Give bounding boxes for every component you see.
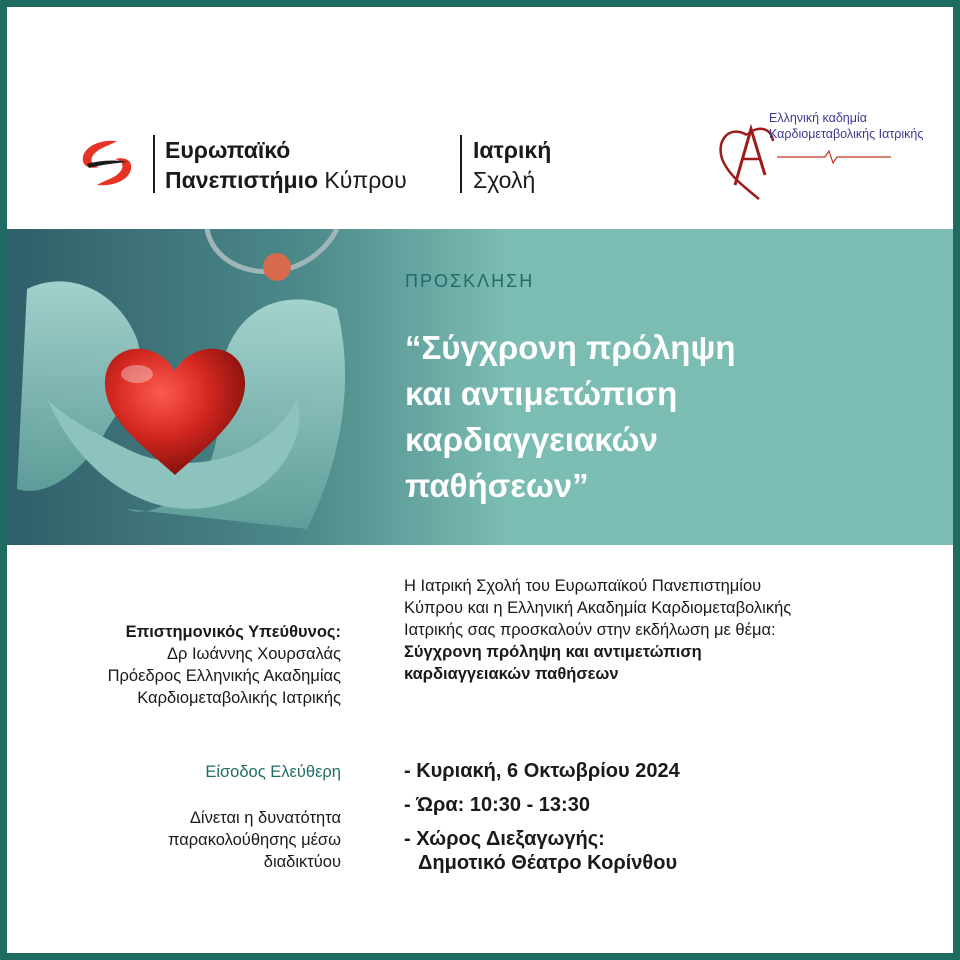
academy-name-line2: καδημία [822, 111, 867, 125]
event-time: - Ώρα: 10:30 - 13:30 [404, 794, 590, 816]
intro-paragraph [404, 575, 924, 685]
scientific-director-role: Πρόεδρος Ελληνικής Ακαδημίας [107, 667, 341, 685]
online-attendance-note [27, 807, 341, 873]
university-name-line1: Ευρωπαϊκό [165, 137, 291, 163]
header-separator [460, 135, 462, 193]
school-name-line2: Σχολή [473, 167, 536, 193]
university-name-line2-rest: Κύπρου [318, 167, 407, 193]
invitation-poster [7, 7, 953, 953]
intro-topic-line: Σύγχρονη πρόληψη και αντιμετώπιση [404, 643, 702, 661]
scientific-director-heading: Επιστημονικός Υπεύθυνος: [125, 623, 341, 641]
school-name-line1: Ιατρική [473, 137, 552, 163]
event-title-line: “Σύγχρονη πρόληψη [405, 329, 736, 366]
intro-line: Κύπρου και η Ελληνική Ακαδημία Καρδιομεταβολικής [404, 599, 792, 617]
academy-name-line4: Ιατρικής [878, 126, 924, 141]
university-logo-icon [77, 137, 137, 189]
academy-name-line3: Καρδιομεταβολικής [769, 126, 876, 141]
event-details [404, 759, 924, 875]
intro-line: Η Ιατρική Σχολή του Ευρωπαϊκού Πανεπιστημίου [404, 577, 762, 595]
scientific-director-role: Καρδιομεταβολικής Ιατρικής [137, 689, 341, 707]
university-name [165, 135, 407, 195]
school-name [473, 135, 551, 195]
event-venue-name: Δημοτικό Θέατρο Κορίνθου [418, 852, 678, 874]
event-date: - Κυριακή, 6 Οκτωβρίου 2024 [404, 760, 680, 782]
event-title-line: καρδιαγγειακών [405, 421, 658, 458]
university-name-line2: Πανεπιστήμιο [165, 167, 319, 193]
online-note-line: παρακολούθησης μέσω [168, 831, 341, 849]
event-title-line: και αντιμετώπιση [405, 375, 678, 412]
header-separator [153, 135, 155, 193]
online-note-line: Δίνεται η δυνατότητα [189, 809, 341, 827]
academy-name [769, 111, 953, 142]
event-venue-label: - Χώρος Διεξαγωγής: [404, 828, 605, 850]
hero-banner [7, 229, 953, 545]
online-note-line: διαδικτύου [263, 853, 341, 871]
free-entry-note: Είσοδος Ελεύθερη [205, 763, 341, 781]
event-title-line: παθήσεων” [405, 467, 589, 504]
intro-line: Ιατρικής σας προσκαλούν στην εκδήλωση με θέμα: [404, 621, 776, 639]
header [7, 7, 953, 229]
event-title [405, 325, 925, 509]
academy-name-line1: Ελληνική [769, 111, 820, 125]
scientific-director-name: Δρ Ιωάννης Χουρσαλάς [166, 645, 341, 663]
invitation-label: ΠΡΟΣΚΛΗΣΗ [405, 271, 535, 291]
intro-topic-line: καρδιαγγειακών παθήσεων [404, 665, 619, 683]
scientific-director [27, 621, 341, 709]
